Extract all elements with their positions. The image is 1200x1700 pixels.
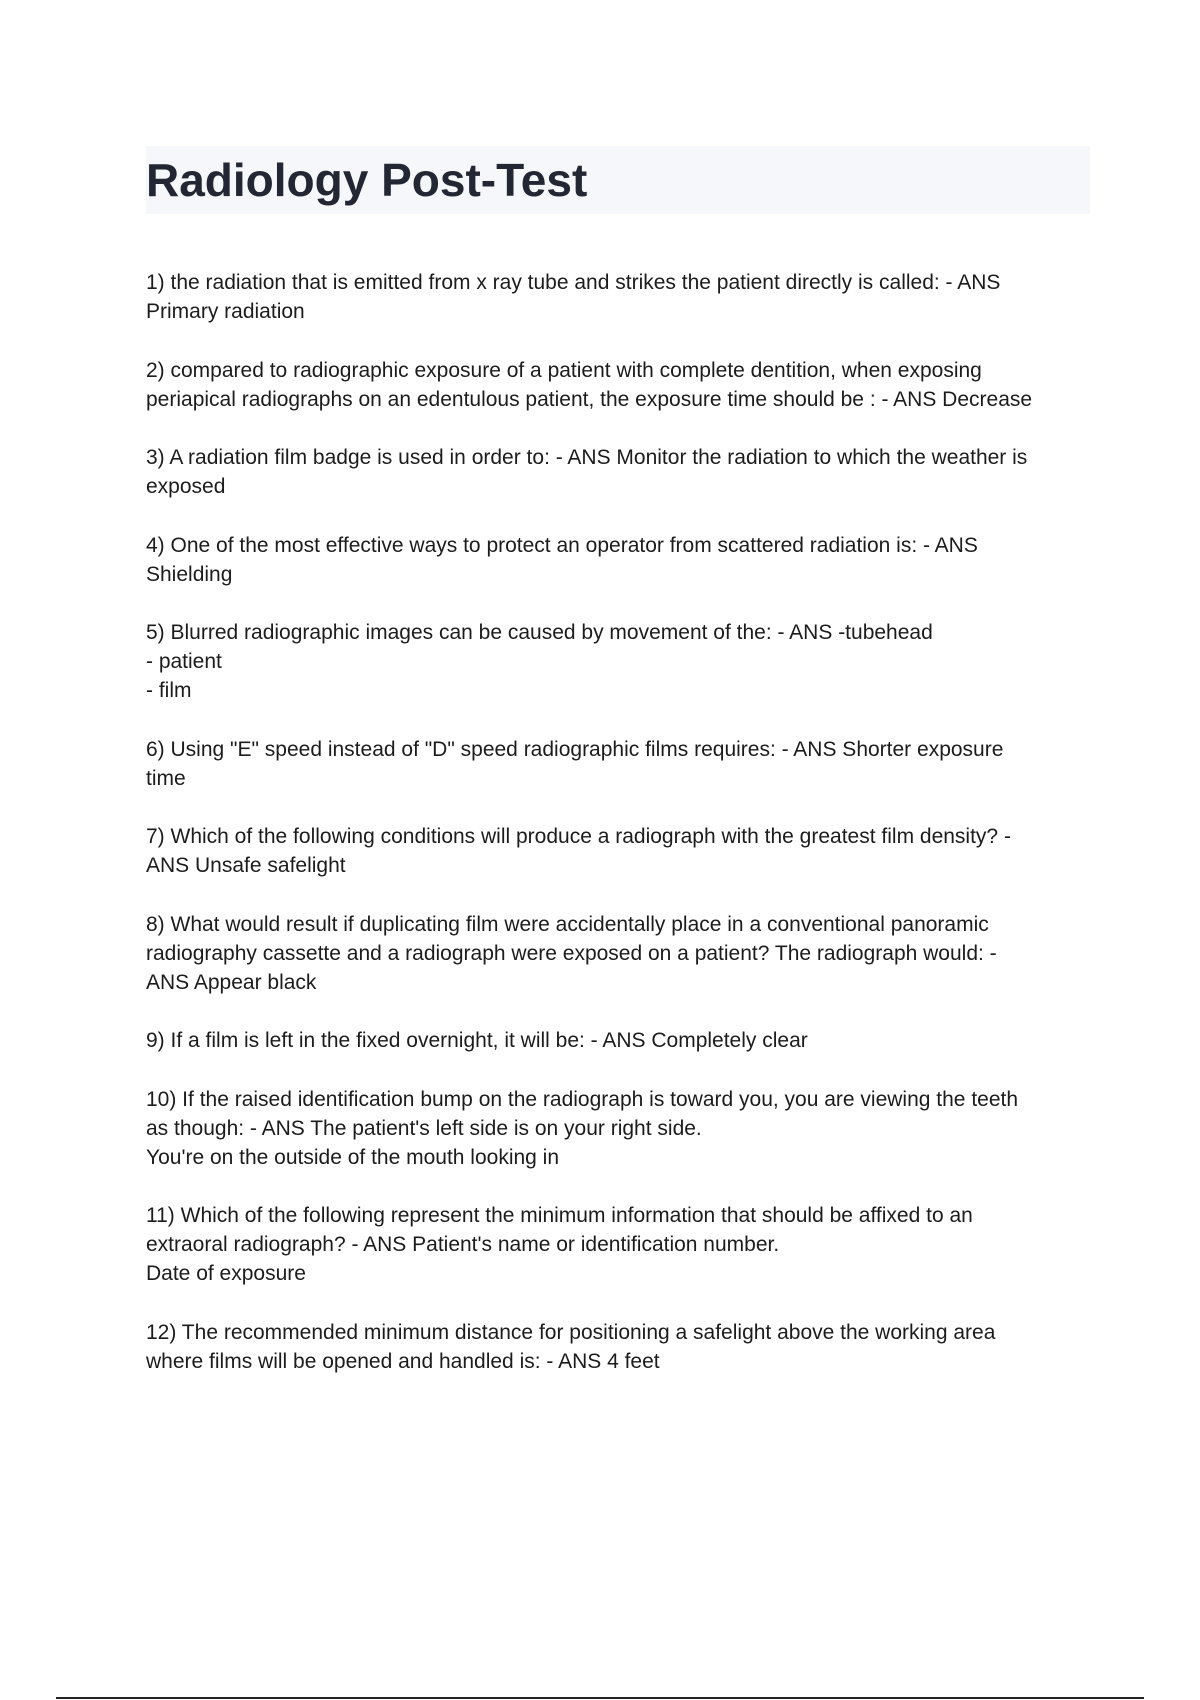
qa-item-4: 4) One of the most effective ways to protect an operator from scattered radiation is: - ANS Shielding xyxy=(146,533,978,586)
qa-item-8: 8) What would result if duplicating film were accidentally place in a conventional panoramic radiography cassette and a radiograph were exposed on a patient? The radiograph would: - ANS Appear black xyxy=(146,912,997,994)
title-band xyxy=(146,146,1090,214)
qa-item-12: 12) The recommended minimum distance for positioning a safelight above the working area where films will be opened and handled is: - ANS 4 feet xyxy=(146,1320,996,1373)
qa-item-2: 2) compared to radiographic exposure of a patient with complete dentition, when exposing periapical radiographs on an edentulous patient, the exposure time should be : - ANS Decrease xyxy=(146,358,1033,411)
page-title: Radiology Post-Test xyxy=(146,154,588,206)
qa-item-3: 3) A radiation film badge is used in order to: - ANS Monitor the radiation to which the weather is exposed xyxy=(146,446,1028,498)
qa-item-7: 7) Which of the following conditions will produce a radiograph with the greatest film density? - ANS Unsafe safelight xyxy=(146,825,1011,877)
footer-divider xyxy=(56,1697,1144,1699)
qa-item-1: 1) the radiation that is emitted from x ray tube and strikes the patient directly is called: - ANS Primary radiation xyxy=(146,271,1001,323)
question-answer-list xyxy=(146,268,1096,1405)
qa-item-10: 10) If the raised identification bump on the radiograph is toward you, you are viewing the teeth as though: - ANS The patient's left side is on your right side. You're on the outside of the mouth looking in xyxy=(146,1087,1019,1169)
qa-item-6: 6) Using "E" speed instead of "D" speed radiographic films requires: - ANS Shorter exposure time xyxy=(146,737,1004,790)
qa-item-5: 5) Blurred radiographic images can be caused by movement of the: - ANS -tubehead - patient - film xyxy=(146,621,933,702)
qa-item-11: 11) Which of the following represent the minimum information that should be affixed to an extraoral radiograph? - ANS Patient's name or identification number. Date of exposure xyxy=(146,1204,973,1285)
qa-item-9: 9) If a film is left in the fixed overnight, it will be: - ANS Completely clear xyxy=(146,1029,808,1052)
